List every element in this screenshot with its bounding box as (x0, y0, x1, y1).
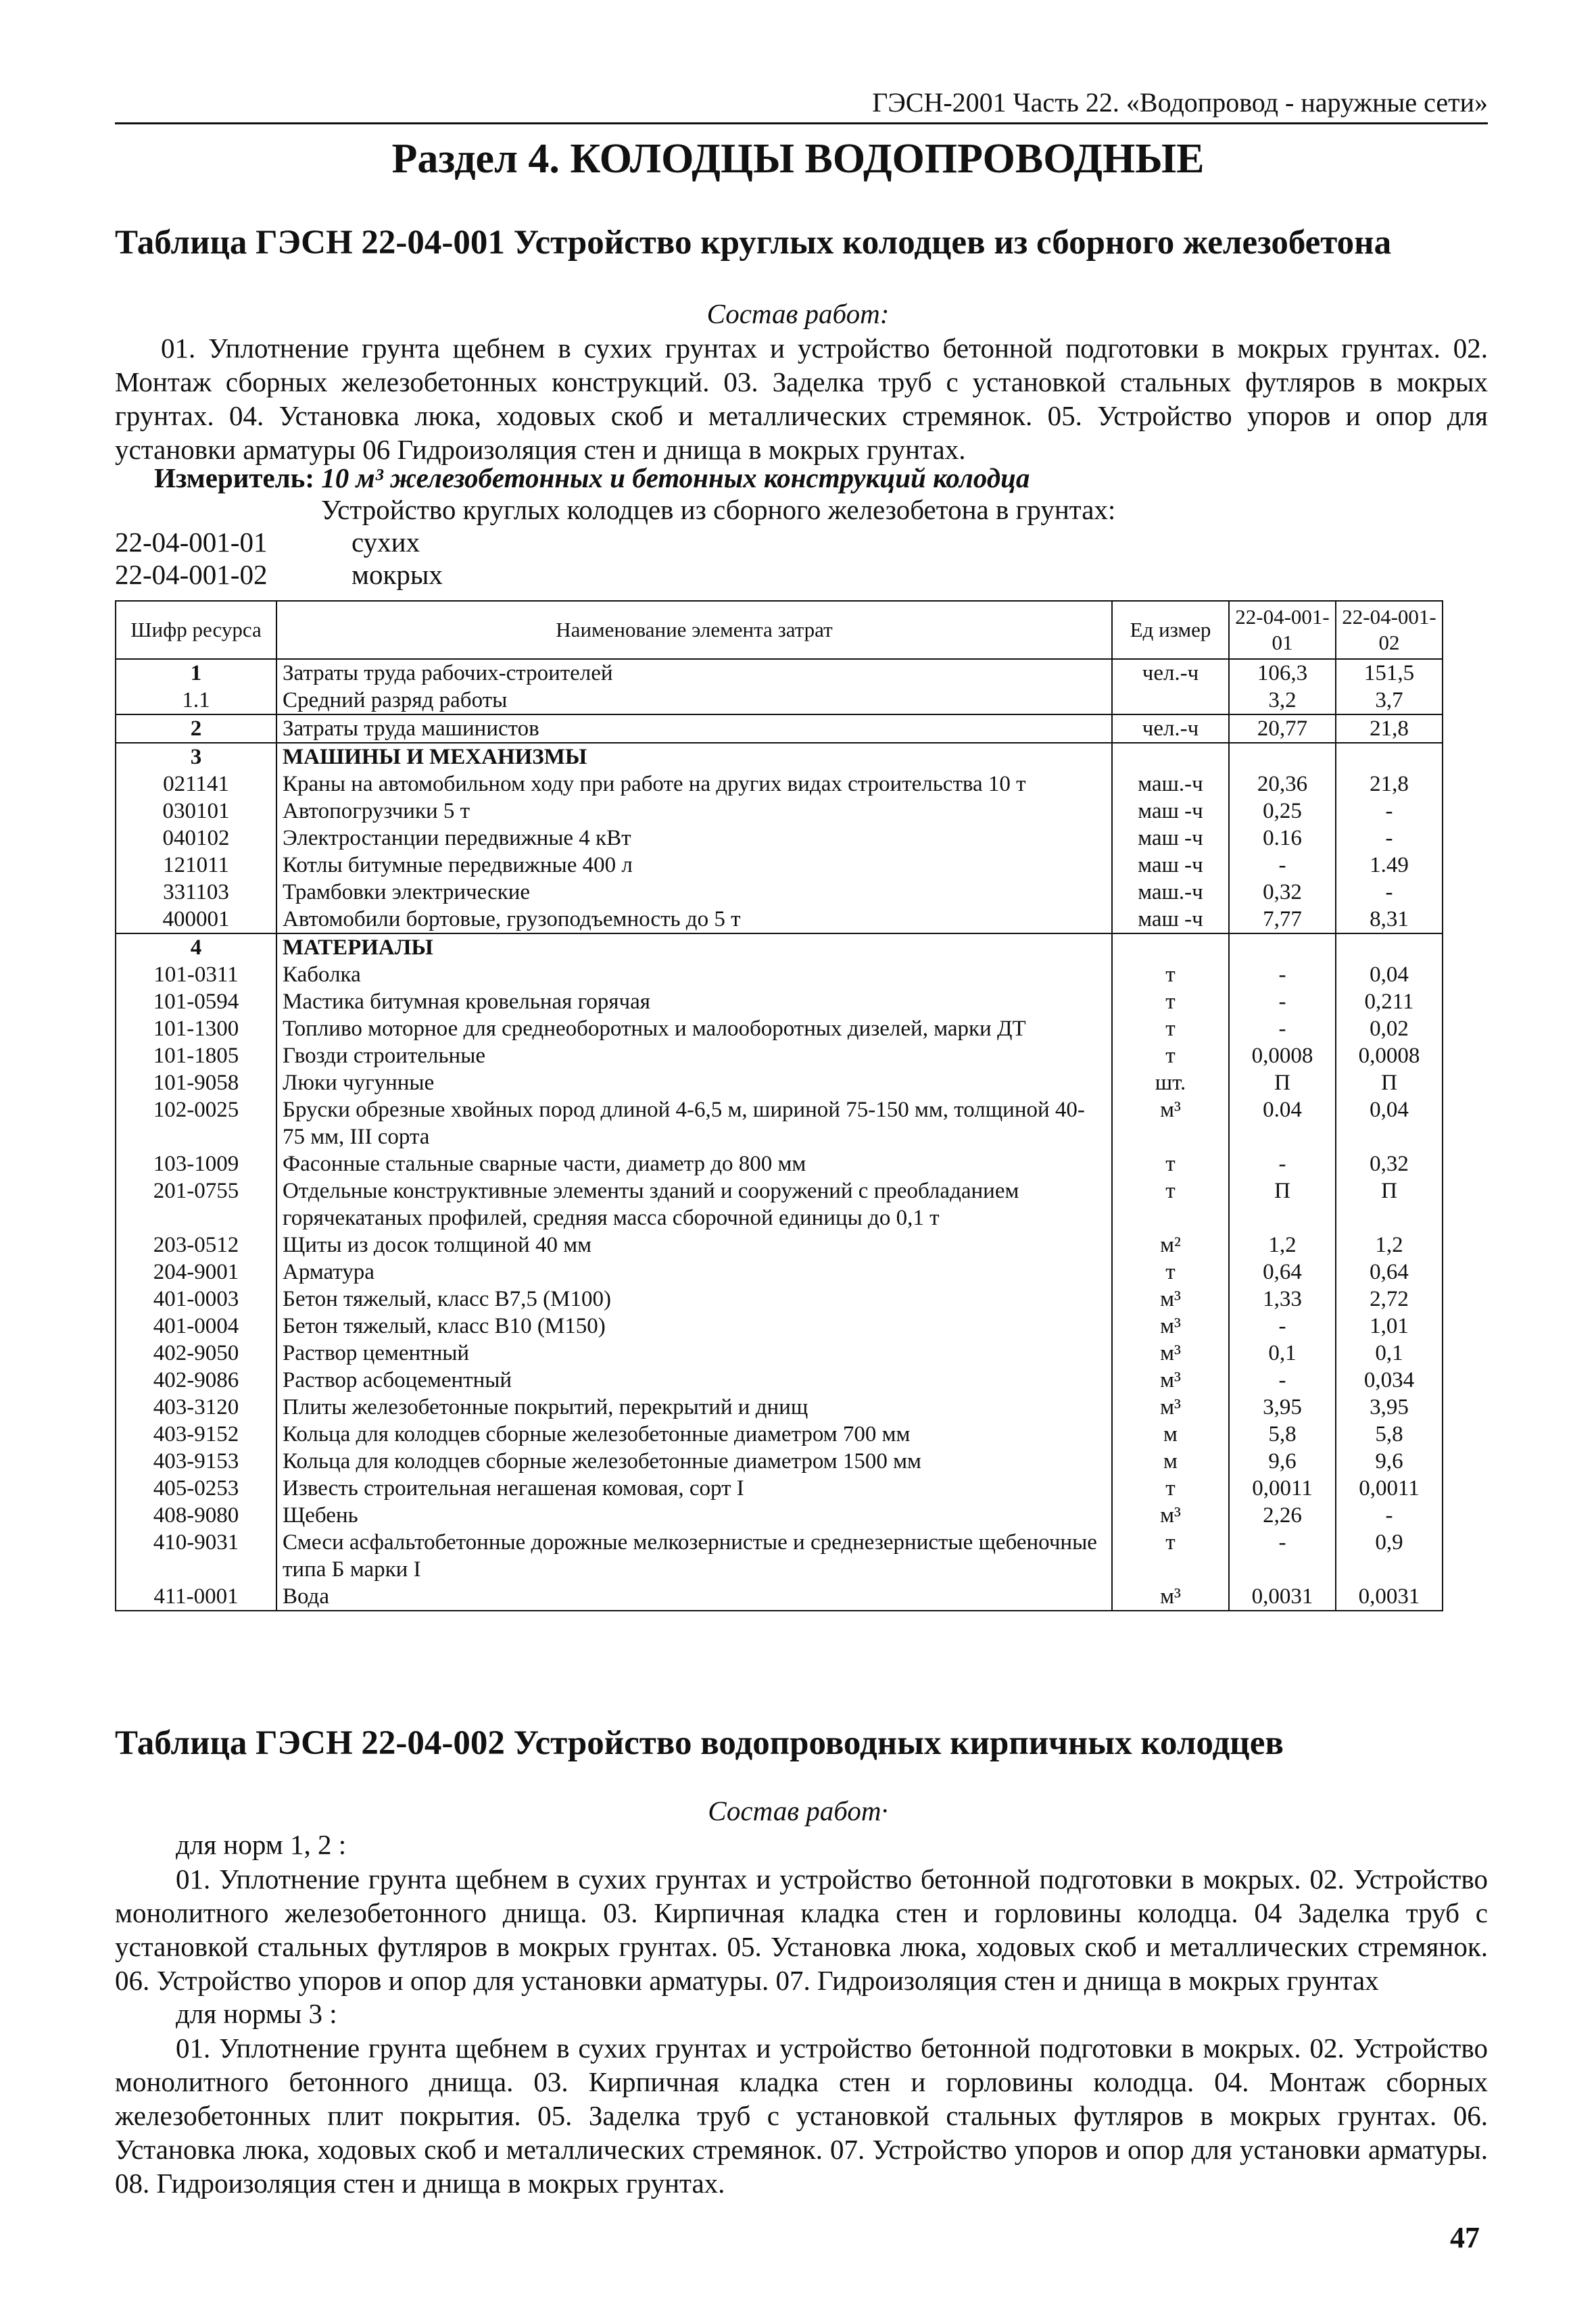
variant-1-value-cell: 1,2 (1229, 1232, 1336, 1259)
variant-code: 22-04-001-01 (115, 527, 268, 558)
column-header-name: Наименование элемента затрат (276, 601, 1112, 659)
resource-code-cell: 403-3120 (116, 1394, 276, 1421)
resource-code-cell: 403-9152 (116, 1421, 276, 1448)
table-row (116, 988, 1443, 1015)
variant-2-value-cell: 9,6 (1336, 1448, 1443, 1475)
resource-code-cell: 2 (116, 714, 276, 743)
variant-2-value-cell: П (1336, 1177, 1443, 1232)
table2-composition-label: Состав работ· (708, 1795, 888, 1826)
variant-code: 22-04-001-02 (115, 559, 268, 590)
resource-name-cell: Затраты труда машинистов (276, 714, 1112, 743)
variant-row (115, 558, 443, 591)
resource-code-cell: 400001 (116, 906, 276, 933)
variant-2-value-cell: 8,31 (1336, 906, 1443, 933)
resource-name-cell: Щебень (276, 1502, 1112, 1529)
variant-2-value-cell: 5,8 (1336, 1421, 1443, 1448)
variant-1-value-cell: 20,77 (1229, 714, 1336, 743)
unit-cell: т (1112, 1177, 1229, 1232)
resource-name-cell: Арматура (276, 1259, 1112, 1286)
variant-2-value-cell: 151,5 (1336, 659, 1443, 687)
variant-2-value-cell: 0,04 (1336, 961, 1443, 988)
resource-name-cell: Щиты из досок толщиной 40 мм (276, 1232, 1112, 1259)
resource-name-cell: Кольца для колодцев сборные железобетонные диаметром 700 мм (276, 1421, 1112, 1448)
resource-name-cell: Гвозди строительные (276, 1042, 1112, 1069)
variant-1-value-cell: 0,25 (1229, 798, 1336, 825)
variant-2-value-cell: 0,02 (1336, 1015, 1443, 1042)
resource-code-cell: 401-0004 (116, 1313, 276, 1340)
resource-name-cell: Мастика битумная кровельная горячая (276, 988, 1112, 1015)
variant-1-value-cell: - (1229, 961, 1336, 988)
table-row (116, 659, 1443, 687)
variant-1-value-cell: - (1229, 1529, 1336, 1583)
variant-1-value-cell (1229, 933, 1336, 961)
resource-code-cell: 405-0253 (116, 1475, 276, 1502)
table-row (116, 1583, 1443, 1611)
variant-1-value-cell: 1,33 (1229, 1286, 1336, 1313)
table-row (116, 1232, 1443, 1259)
resource-code-cell: 204-9001 (116, 1259, 276, 1286)
variant-2-value-cell: 2,72 (1336, 1286, 1443, 1313)
table-row (116, 961, 1443, 988)
norms-b-text: 01. Уплотнение грунта щебнем в сухих грунтах и устройство бетонной подготовки в мокрых. 02. Устройство монолитного бетонного днища. 03. Кирпичная кладка стен и горловины колодца. 04. Монтаж сборных железобетонных плит покрытия. 05. Заделка труб с установкой стальных футляров в мокрых грунтах. 06. Установка люка, ходовых скоб и металлических стремянок. 07. Устройство упоров и опор для установки арматуры. 08. Гидроизоляция стен и днища в мокрых грунтах. (115, 2032, 1488, 2199)
variant-2-value-cell: 21,8 (1336, 771, 1443, 798)
measure-value: 10 м³ железобетонных и бетонных конструкций колодца (321, 462, 1030, 493)
resource-name-cell: Раствор цементный (276, 1340, 1112, 1367)
table-row (116, 1448, 1443, 1475)
table-row (116, 879, 1443, 906)
table-row (116, 1015, 1443, 1042)
table-row (116, 1502, 1443, 1529)
variant-1-value-cell: 20,36 (1229, 771, 1336, 798)
resource-code-cell: 030101 (116, 798, 276, 825)
resource-name-cell: Известь строительная негашеная комовая, сорт I (276, 1475, 1112, 1502)
table-row (116, 714, 1443, 743)
resource-name-cell: Фасонные стальные сварные части, диаметр до 800 мм (276, 1150, 1112, 1177)
table1-variant-intro: Устройство круглых колодцев из сборного железобетона в грунтах: (321, 494, 1116, 525)
table-row (116, 1475, 1443, 1502)
unit-cell: м² (1112, 1232, 1229, 1259)
unit-cell: т (1112, 1150, 1229, 1177)
resource-code-cell: 201-0755 (116, 1177, 276, 1232)
variant-2-value-cell: - (1336, 798, 1443, 825)
table-row (116, 825, 1443, 852)
resource-code-cell: 040102 (116, 825, 276, 852)
resource-name-cell: Отдельные конструктивные элементы зданий и сооружений с преобладанием горячекатаных профилей, средняя масса сборочной единицы до 0,1 т (276, 1177, 1112, 1232)
resource-code-cell: 331103 (116, 879, 276, 906)
table-row (116, 1367, 1443, 1394)
resource-name-cell: Каболка (276, 961, 1112, 988)
variant-2-value-cell (1336, 933, 1443, 961)
variant-1-value-cell: 0,1 (1229, 1340, 1336, 1367)
column-header-unit: Ед измер (1112, 601, 1229, 659)
unit-cell (1112, 687, 1229, 714)
unit-cell: т (1112, 1015, 1229, 1042)
resource-name-cell: Автомобили бортовые, грузоподъемность до 5 т (276, 906, 1112, 933)
resource-code-cell: 408-9080 (116, 1502, 276, 1529)
resource-code-cell: 101-0594 (116, 988, 276, 1015)
variant-1-value-cell: - (1229, 852, 1336, 879)
variant-1-value-cell: 0,32 (1229, 879, 1336, 906)
variant-name: мокрых (352, 559, 443, 590)
variant-2-value-cell: 3,95 (1336, 1394, 1443, 1421)
unit-cell: м³ (1112, 1096, 1229, 1150)
variant-1-value-cell: 0.04 (1229, 1096, 1336, 1150)
variant-1-value-cell: 5,8 (1229, 1421, 1336, 1448)
resource-code-cell: 102-0025 (116, 1096, 276, 1150)
resource-name-cell: Вода (276, 1583, 1112, 1611)
unit-cell: маш -ч (1112, 825, 1229, 852)
variant-1-value-cell: 7,77 (1229, 906, 1336, 933)
variant-2-value-cell: 1,2 (1336, 1232, 1443, 1259)
variant-1-value-cell: 0,0031 (1229, 1583, 1336, 1611)
unit-cell (1112, 743, 1229, 771)
variant-1-value-cell: П (1229, 1069, 1336, 1096)
resource-code-cell: 4 (116, 933, 276, 961)
resource-code-cell: 402-9086 (116, 1367, 276, 1394)
variant-1-value-cell: 106,3 (1229, 659, 1336, 687)
variant-2-value-cell: - (1336, 825, 1443, 852)
unit-cell: чел.-ч (1112, 714, 1229, 743)
resource-name-cell: Котлы битумные передвижные 400 л (276, 852, 1112, 879)
variant-1-value-cell: 3,2 (1229, 687, 1336, 714)
variant-1-value-cell: 0,0011 (1229, 1475, 1336, 1502)
variant-1-value-cell: 9,6 (1229, 1448, 1336, 1475)
table-row (116, 1177, 1443, 1232)
unit-cell: м³ (1112, 1313, 1229, 1340)
page-number: 47 (1450, 2221, 1480, 2254)
table-row (116, 1096, 1443, 1150)
column-header-variant-2: 22-04-001-02 (1336, 601, 1443, 659)
unit-cell: маш -ч (1112, 852, 1229, 879)
resource-code-cell: 3 (116, 743, 276, 771)
variant-2-value-cell: 0,1 (1336, 1340, 1443, 1367)
variant-1-value-cell: - (1229, 1313, 1336, 1340)
variant-1-value-cell: - (1229, 988, 1336, 1015)
table-row (116, 1150, 1443, 1177)
table-row (116, 906, 1443, 933)
unit-cell: м³ (1112, 1394, 1229, 1421)
resource-code-cell: 401-0003 (116, 1286, 276, 1313)
resource-code-cell: 1 (116, 659, 276, 687)
resource-code-cell: 101-1805 (116, 1042, 276, 1069)
variant-1-value-cell: - (1229, 1367, 1336, 1394)
variant-1-value-cell: - (1229, 1015, 1336, 1042)
resources-table (115, 600, 1443, 1611)
table-row (116, 1042, 1443, 1069)
variant-2-value-cell: 3,7 (1336, 687, 1443, 714)
variant-1-value-cell (1229, 743, 1336, 771)
resource-code-cell: 021141 (116, 771, 276, 798)
resource-name-cell: МАШИНЫ И МЕХАНИЗМЫ (276, 743, 1112, 771)
table-row (116, 852, 1443, 879)
resource-name-cell: Плиты железобетонные покрытий, перекрытий и днищ (276, 1394, 1112, 1421)
table1-title: Таблица ГЭСН 22-04-001 Устройство круглых колодцев из сборного железобетона (115, 224, 1392, 262)
table-row (116, 1421, 1443, 1448)
unit-cell: м³ (1112, 1367, 1229, 1394)
unit-cell: т (1112, 1259, 1229, 1286)
table-row (116, 771, 1443, 798)
unit-cell: м (1112, 1448, 1229, 1475)
resource-name-cell: Трамбовки электрические (276, 879, 1112, 906)
resource-name-cell: Раствор асбоцементный (276, 1367, 1112, 1394)
norms-a-label: для норм 1, 2 : (176, 1829, 347, 1860)
resource-name-cell: Краны на автомобильном ходу при работе на других видах строительства 10 т (276, 771, 1112, 798)
variant-2-value-cell: 1,01 (1336, 1313, 1443, 1340)
variant-2-value-cell: - (1336, 879, 1443, 906)
resource-code-cell: 101-0311 (116, 961, 276, 988)
variant-1-value-cell: 0.16 (1229, 825, 1336, 852)
variant-1-value-cell: 0,64 (1229, 1259, 1336, 1286)
table-row (116, 1259, 1443, 1286)
resource-name-cell: Затраты труда рабочих-строителей (276, 659, 1112, 687)
resource-code-cell: 410-9031 (116, 1529, 276, 1583)
variant-1-value-cell: 2,26 (1229, 1502, 1336, 1529)
running-header: ГЭСН-2001 Часть 22. «Водопровод - наружные сети» (115, 87, 1488, 124)
resource-code-cell: 101-1300 (116, 1015, 276, 1042)
resource-code-cell: 101-9058 (116, 1069, 276, 1096)
measure-label: Измеритель: (154, 462, 315, 493)
unit-cell: т (1112, 1475, 1229, 1502)
variant-2-value-cell: 0,0031 (1336, 1583, 1443, 1611)
table-row (116, 1286, 1443, 1313)
variant-2-value-cell: 21,8 (1336, 714, 1443, 743)
variant-2-value-cell: - (1336, 1502, 1443, 1529)
resource-name-cell: Электростанции передвижные 4 кВт (276, 825, 1112, 852)
variant-2-value-cell: 0,034 (1336, 1367, 1443, 1394)
variant-2-value-cell: 0,32 (1336, 1150, 1443, 1177)
table1-composition-label: Состав работ: (706, 298, 890, 329)
resource-name-cell: Смеси асфальтобетонные дорожные мелкозернистые и среднезернистые щебеночные типа Б марки I (276, 1529, 1112, 1583)
table1-measure (154, 462, 1030, 494)
unit-cell: м³ (1112, 1502, 1229, 1529)
unit-cell: м (1112, 1421, 1229, 1448)
resource-name-cell: Автопогрузчики 5 т (276, 798, 1112, 825)
resource-code-cell: 403-9153 (116, 1448, 276, 1475)
variant-1-value-cell: - (1229, 1150, 1336, 1177)
unit-cell: м³ (1112, 1583, 1229, 1611)
resource-code-cell: 402-9050 (116, 1340, 276, 1367)
unit-cell: маш -ч (1112, 798, 1229, 825)
table-row (116, 1313, 1443, 1340)
norms-b-label: для нормы 3 : (176, 1998, 337, 2029)
table-row (116, 933, 1443, 961)
variant-2-value-cell: 0,04 (1336, 1096, 1443, 1150)
table-body (116, 659, 1443, 1611)
variant-2-value-cell (1336, 743, 1443, 771)
table-row (116, 743, 1443, 771)
table2-title: Таблица ГЭСН 22-04-002 Устройство водопроводных кирпичных колодцев (115, 1724, 1284, 1762)
norms-a-text: 01. Уплотнение грунта щебнем в сухих грунтах и устройство бетонной подготовки в мокрых. 02. Устройство монолитного железобетонного днища. 03. Кирпичная кладка стен и горловины колодца. 04 Заделка труб с установкой стальных футляров в мокрых грунтах. 05. Установка люка, ходовых скоб и металлических стремянок. 06. Устройство упоров и опор для установки арматуры. 07. Гидроизоляция стен и днища в мокрых грунтах (115, 1863, 1488, 1996)
resource-name-cell: Бруски обрезные хвойных пород длиной 4-6,5 м, шириной 75-150 мм, толщиной 40-75 мм, III сорта (276, 1096, 1112, 1150)
unit-cell: маш -ч (1112, 906, 1229, 933)
resource-name-cell: Средний разряд работы (276, 687, 1112, 714)
unit-cell: маш.-ч (1112, 879, 1229, 906)
section-title: Раздел 4. КОЛОДЦЫ ВОДОПРОВОДНЫЕ (391, 136, 1205, 182)
resource-name-cell: Бетон тяжелый, класс В7,5 (М100) (276, 1286, 1112, 1313)
column-header-code: Шифр ресурса (116, 601, 276, 659)
unit-cell: т (1112, 988, 1229, 1015)
unit-cell: м³ (1112, 1340, 1229, 1367)
resource-name-cell: Люки чугунные (276, 1069, 1112, 1096)
resource-name-cell: Бетон тяжелый, класс В10 (М150) (276, 1313, 1112, 1340)
unit-cell: м³ (1112, 1286, 1229, 1313)
table-row (116, 1529, 1443, 1583)
variant-name: сухих (352, 527, 420, 558)
table-row (116, 1394, 1443, 1421)
table-row (116, 1340, 1443, 1367)
resource-code-cell: 203-0512 (116, 1232, 276, 1259)
variant-1-value-cell: 0,0008 (1229, 1042, 1336, 1069)
variant-2-value-cell: 1.49 (1336, 852, 1443, 879)
variant-1-value-cell: П (1229, 1177, 1336, 1232)
variant-1-value-cell: 3,95 (1229, 1394, 1336, 1421)
resource-code-cell: 1.1 (116, 687, 276, 714)
column-header-variant-1: 22-04-001-01 (1229, 601, 1336, 659)
variant-row (115, 526, 420, 558)
table-row (116, 1069, 1443, 1096)
resource-name-cell: МАТЕРИАЛЫ (276, 933, 1112, 961)
unit-cell: т (1112, 961, 1229, 988)
unit-cell (1112, 933, 1229, 961)
table1-composition-text: 01. Уплотнение грунта щебнем в сухих грунтах и устройство бетонной подготовки в мокрых грунтах. 02. Монтаж сборных железобетонных конструкций. 03. Заделка труб с установкой стальных футляров в мокрых грунтах. 04. Установка люка, ходовых скоб и металлических стремянок. 05. Устройство упоров и опор для установки арматуры 06 Гидроизоляция стен и днища в мокрых грунтах. (115, 333, 1488, 465)
unit-cell: т (1112, 1042, 1229, 1069)
resource-name-cell: Топливо моторное для среднеоборотных и малооборотных дизелей, марки ДТ (276, 1015, 1112, 1042)
unit-cell: т (1112, 1529, 1229, 1583)
variant-2-value-cell: 0,211 (1336, 988, 1443, 1015)
resource-code-cell: 121011 (116, 852, 276, 879)
resource-name-cell: Кольца для колодцев сборные железобетонные диаметром 1500 мм (276, 1448, 1112, 1475)
table-row (116, 798, 1443, 825)
variant-2-value-cell: 0,0011 (1336, 1475, 1443, 1502)
variant-2-value-cell: 0,64 (1336, 1259, 1443, 1286)
variant-2-value-cell: 0,9 (1336, 1529, 1443, 1583)
variant-2-value-cell: 0,0008 (1336, 1042, 1443, 1069)
unit-cell: маш.-ч (1112, 771, 1229, 798)
resource-code-cell: 411-0001 (116, 1583, 276, 1611)
variant-2-value-cell: П (1336, 1069, 1443, 1096)
table-row (116, 687, 1443, 714)
table-header-row (116, 601, 1443, 659)
unit-cell: чел.-ч (1112, 659, 1229, 687)
unit-cell: шт. (1112, 1069, 1229, 1096)
resource-code-cell: 103-1009 (116, 1150, 276, 1177)
